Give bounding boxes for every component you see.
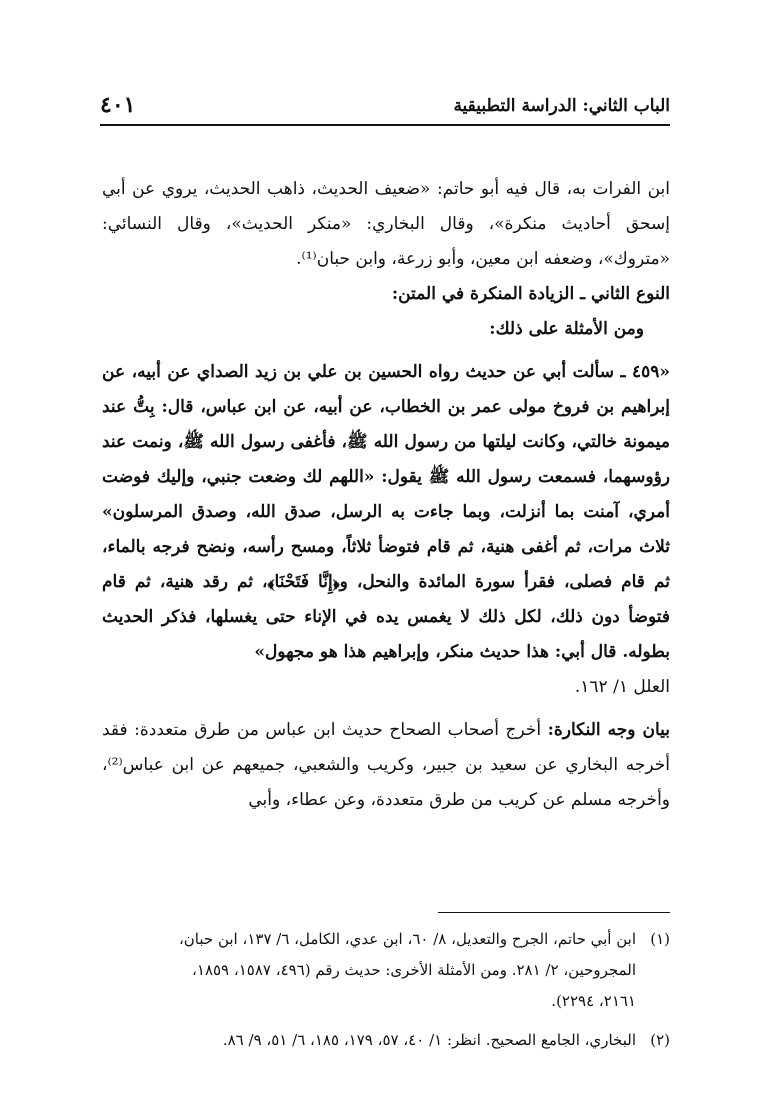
footnote-number: (١): [650, 930, 670, 948]
page-number: ٤٠١: [100, 92, 136, 118]
explanation-label: بيان وجه النكارة:: [547, 720, 671, 740]
explanation-text: أخرج أصحاب الصحاح حديث ابن عباس من طرق متعددة: فقد أخرجه البخاري عن سعيد بن جبير، وكريب والشعبي، جميعهم عن ابن عباس⁽²⁾، وأخرجه مسلم عن كريب من طرق متعددة، وعن عطاء، وأبي: [102, 720, 670, 810]
hadith-source: العلل ١/ ١٦٢.: [574, 677, 670, 697]
footnote-2: [102, 1025, 670, 1056]
footnote-number: (٢): [650, 1031, 670, 1049]
footnote-text: ابن أبي حاتم، الجرح والتعديل، ٨/ ٦٠، ابن عدي، الكامل، ٦/ ١٣٧، ابن حبان،: [178, 930, 636, 948]
chapter-title: الباب الثاني: الدراسة التطبيقية: [453, 96, 670, 116]
paragraph-explanation: [102, 713, 670, 818]
examples-heading: ومن الأمثلة على ذلك:: [489, 319, 644, 339]
hadith-quote: «٤٥٩ ـ سألت أبي عن حديث رواه الحسين بن علي بن زيد الصداي عن أبيه، عن إبراهيم بن فروخ مولى عمر بن الخطاب، عن أبيه، عن ابن عباس، قال: بِتُّ عند ميمونة خالتي، وكانت ليلتها من رسول الله ﷺ، فأغفى رسول الله ﷺ، ونمت عند رؤوسهما، فسمعت رسول الله ﷺ يقول: «اللهم لك وضعت جنبي، وإليك فوضت أمري، آمنت بما أنزلت، وبما جاءت به الرسل، صدق الله، وصدق المرسلون» ثلاث مرات، ثم أغفى هنية، ثم قام فتوضأ ثلاثاً، ومسح رأسه، ونضح فرجه بالماء، ثم قام فصلى، فقرأ سورة المائدة والنحل، و﴿إِنَّا فَتَحْنَا﴾، ثم رقد هنية، ثم قام فتوضأ دون ذلك، لكل ذلك لا يغمس يده في الإناء حتى يغسلها، فذكر الحديث بطوله. قال أبي: هذا حديث منكر، وإبراهيم هذا هو مجهول»: [102, 362, 670, 662]
main-text: [102, 172, 670, 818]
header-rule: [100, 124, 670, 126]
footnotes: [102, 924, 670, 1056]
footnote-1: [102, 924, 670, 955]
page-header: [100, 90, 670, 126]
footnote-text: المجروحين، ٢/ ٢٨١. ومن الأمثلة الأخرى: حديث رقم (٤٩٦، ١٥٨٧، ١٨٥٩،: [192, 961, 636, 979]
footnote-rule: [438, 912, 670, 913]
section-heading: النوع الثاني ـ الزيادة المنكرة في المتن:: [391, 284, 670, 304]
paragraph-intro: ابن الفرات به، قال فيه أبو حاتم: «ضعيف الحديث، ذاهب الحديث، يروي عن أبي إسحق أحاديث منكرة»، وقال البخاري: «منكر الحديث»، وقال النسائي: «متروك»، وضعفه ابن معين، وأبو زرعة، وابن حبان⁽¹⁾.: [102, 179, 670, 269]
footnote-text: البخاري، الجامع الصحيح. انظر: ١/ ٤٠، ٥٧، ١٧٩، ١٨٥، ٦/ ٥١، ٩/ ٨٦.: [222, 1031, 636, 1049]
footnote-text: ٢١٦١، ٢٢٩٤).: [551, 992, 636, 1010]
